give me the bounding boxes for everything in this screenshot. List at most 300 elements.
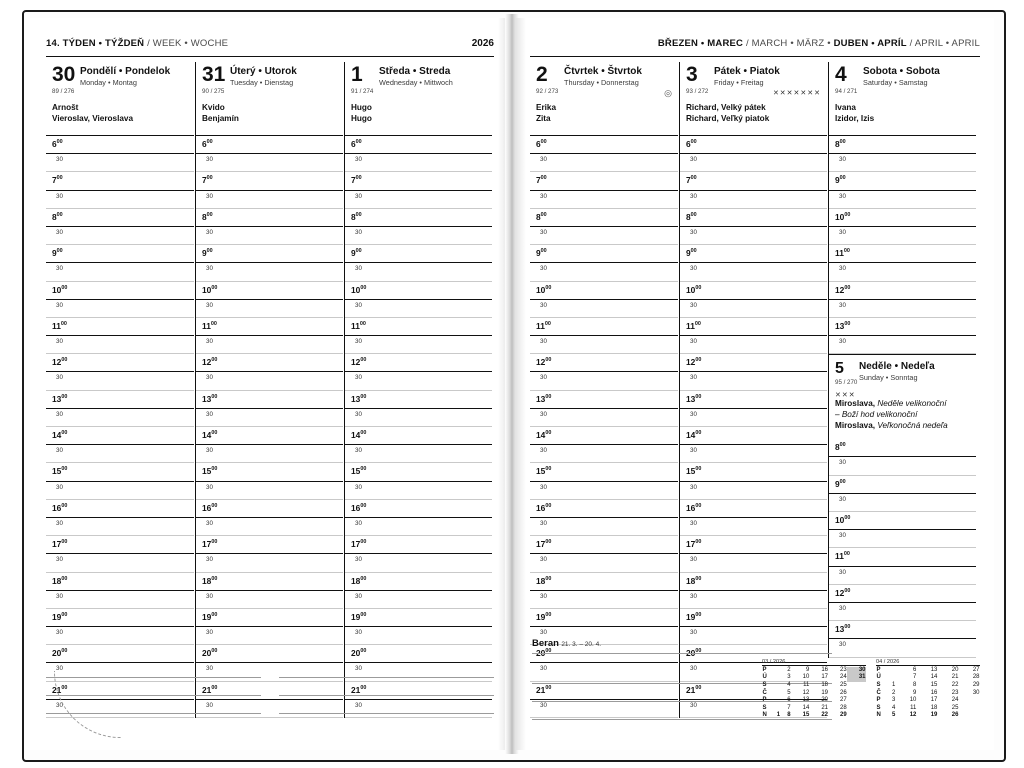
day-column-wednesday[interactable] [344, 62, 492, 718]
half-hour-row[interactable] [345, 263, 492, 281]
half-hour-row[interactable] [345, 482, 492, 500]
hour-row[interactable] [829, 476, 976, 494]
mini-calendar-day[interactable]: 10 [909, 697, 917, 704]
mini-calendar-day[interactable]: 28 [840, 704, 847, 711]
hour-row[interactable] [196, 245, 343, 263]
mini-calendar-day[interactable]: 11 [910, 704, 917, 711]
day-column-thursday[interactable] [530, 62, 678, 718]
half-hour-row[interactable] [196, 336, 343, 354]
hour-row[interactable] [680, 391, 827, 409]
half-hour-row[interactable] [46, 591, 194, 609]
hour-row[interactable] [530, 463, 678, 481]
nameday-list [686, 102, 821, 124]
nameday-sk: Zita [536, 114, 551, 123]
hour-row[interactable] [46, 536, 194, 554]
hour-row[interactable] [530, 391, 678, 409]
hour-row[interactable] [829, 318, 976, 336]
half-hour-row[interactable] [530, 191, 678, 209]
note-line[interactable] [279, 660, 494, 678]
mini-calendar-day[interactable] [847, 712, 866, 720]
mini-calendar-day[interactable]: 27 [972, 666, 980, 673]
hour-row[interactable] [829, 282, 976, 300]
mini-calendar-day[interactable] [847, 697, 866, 705]
half-hour-label: 30 [540, 447, 547, 455]
half-hour-row[interactable] [345, 554, 492, 572]
half-hour-label: 30 [355, 301, 362, 309]
hour-grid-thursday[interactable] [530, 136, 678, 718]
half-hour-row[interactable] [680, 372, 827, 390]
hour-row[interactable] [829, 439, 976, 457]
hour-row[interactable] [680, 209, 827, 227]
half-hour-row[interactable] [680, 482, 827, 500]
half-hour-row[interactable] [680, 445, 827, 463]
mini-calendar-day[interactable] [770, 682, 781, 690]
mini-calendar-day[interactable]: 13 [930, 666, 938, 673]
hour-row[interactable] [345, 609, 492, 627]
hour-row[interactable] [829, 585, 976, 603]
half-hour-row[interactable] [196, 482, 343, 500]
mini-calendars [762, 659, 980, 720]
hour-row[interactable] [46, 463, 194, 481]
hour-row[interactable] [530, 427, 678, 445]
half-hour-row[interactable] [196, 554, 343, 572]
hour-row[interactable] [829, 209, 976, 227]
half-hour-row[interactable] [46, 372, 194, 390]
hour-row[interactable] [196, 209, 343, 227]
half-hour-row[interactable] [46, 336, 194, 354]
hour-row[interactable] [46, 573, 194, 591]
hour-row[interactable] [46, 500, 194, 518]
half-hour-label: 30 [839, 338, 846, 346]
mini-calendar-day[interactable] [884, 667, 896, 675]
hour-row[interactable] [46, 318, 194, 336]
hour-row[interactable] [530, 354, 678, 372]
hour-row[interactable] [680, 318, 827, 336]
hour-row[interactable] [345, 282, 492, 300]
half-hour-row[interactable] [196, 191, 343, 209]
hour-row[interactable] [680, 463, 827, 481]
half-hour-row[interactable] [196, 627, 343, 645]
mini-calendar-day[interactable]: 7 [787, 704, 791, 711]
half-hour-row[interactable] [196, 518, 343, 536]
hour-row[interactable] [345, 536, 492, 554]
half-hour-row[interactable] [46, 482, 194, 500]
hour-row[interactable] [680, 172, 827, 190]
half-hour-row[interactable] [196, 409, 343, 427]
mini-calendar-day[interactable] [959, 705, 980, 713]
hour-label: $19^{00}$ [536, 611, 552, 622]
half-hour-label: 30 [540, 665, 547, 673]
half-hour-row[interactable] [345, 445, 492, 463]
hour-row[interactable] [680, 427, 827, 445]
half-hour-row[interactable] [530, 482, 678, 500]
mini-calendar-day[interactable]: 29 [840, 712, 847, 719]
half-hour-row[interactable] [829, 530, 976, 548]
hour-row[interactable] [196, 391, 343, 409]
mini-calendar-day[interactable]: 2 [787, 666, 791, 673]
half-hour-row[interactable] [345, 154, 492, 172]
hour-label: $12^{00}$ [351, 357, 367, 368]
half-hour-label: 30 [206, 410, 213, 418]
hour-row[interactable] [530, 209, 678, 227]
mini-calendar-day[interactable]: 8 [787, 712, 791, 719]
hour-row[interactable] [345, 245, 492, 263]
half-hour-row[interactable] [530, 372, 678, 390]
day-header-friday [680, 62, 827, 136]
mini-calendar-day[interactable] [770, 667, 781, 675]
hour-row[interactable] [530, 536, 678, 554]
day-column-monday[interactable] [46, 62, 194, 718]
half-hour-row[interactable] [829, 263, 976, 281]
mini-calendar-day[interactable] [847, 682, 866, 690]
notes-column-2[interactable] [279, 660, 494, 714]
hour-row[interactable] [829, 621, 976, 639]
hour-row[interactable] [345, 463, 492, 481]
hour-row[interactable] [530, 136, 678, 154]
hour-row[interactable] [46, 245, 194, 263]
half-hour-row[interactable] [345, 336, 492, 354]
mini-calendar-day[interactable] [770, 705, 781, 713]
hour-row[interactable] [530, 282, 678, 300]
hour-row[interactable] [829, 245, 976, 263]
half-hour-row[interactable] [829, 494, 976, 512]
mini-calendar-day[interactable]: 18 [821, 682, 829, 689]
hour-row[interactable] [345, 318, 492, 336]
hour-row[interactable] [530, 609, 678, 627]
hour-row[interactable] [196, 318, 343, 336]
hour-row[interactable] [530, 318, 678, 336]
half-hour-row[interactable] [196, 227, 343, 245]
mini-calendar-day[interactable] [847, 690, 866, 698]
mini-calendar-day[interactable]: 20 [821, 697, 829, 704]
hour-row[interactable] [196, 463, 343, 481]
half-hour-row[interactable] [196, 300, 343, 318]
hour-row[interactable] [196, 573, 343, 591]
half-hour-row[interactable] [680, 191, 827, 209]
hour-grid-friday[interactable] [680, 136, 827, 718]
mini-calendar-dow: P [762, 697, 767, 704]
half-hour-row[interactable] [680, 554, 827, 572]
half-hour-row[interactable] [345, 409, 492, 427]
hour-label: $14^{00}$ [202, 429, 218, 440]
mini-calendar-day[interactable]: 30 [847, 667, 866, 675]
hour-grid-saturday[interactable] [829, 136, 976, 354]
half-hour-row[interactable] [46, 263, 194, 281]
half-hour-row[interactable] [829, 639, 976, 657]
hour-row[interactable] [196, 427, 343, 445]
hour-row[interactable] [196, 500, 343, 518]
mini-calendar-day[interactable]: 26 [840, 689, 847, 696]
half-hour-row[interactable] [829, 300, 976, 318]
mini-calendar-day[interactable]: 17 [930, 697, 938, 704]
mini-calendar-day[interactable]: 9 [805, 666, 810, 673]
hour-grid-sunday[interactable] [829, 439, 976, 657]
half-hour-row[interactable] [680, 263, 827, 281]
half-hour-row[interactable] [680, 591, 827, 609]
hour-row[interactable] [46, 282, 194, 300]
hour-row[interactable] [345, 500, 492, 518]
half-hour-row[interactable] [680, 518, 827, 536]
half-hour-row[interactable] [680, 409, 827, 427]
half-hour-row[interactable] [345, 627, 492, 645]
hour-label: $13^{00}$ [202, 393, 218, 404]
half-hour-label: 30 [206, 228, 213, 236]
mini-calendar-day[interactable]: 5 [787, 689, 791, 696]
half-hour-row[interactable] [345, 191, 492, 209]
mini-calendar-day[interactable] [770, 674, 781, 682]
mini-calendar-day[interactable]: 24 [951, 697, 959, 704]
half-hour-label: 30 [56, 447, 63, 455]
half-hour-row[interactable] [196, 154, 343, 172]
hour-row[interactable] [46, 391, 194, 409]
mini-calendar-day[interactable]: 15 [802, 712, 810, 719]
mini-calendar-day[interactable]: 4 [892, 704, 896, 711]
hour-row[interactable] [196, 282, 343, 300]
half-hour-row[interactable] [46, 445, 194, 463]
half-hour-row[interactable] [530, 336, 678, 354]
mini-calendar-day[interactable]: 9 [913, 689, 917, 696]
hour-row[interactable] [196, 354, 343, 372]
mini-calendar-day[interactable]: 25 [951, 704, 959, 711]
half-hour-label: 30 [540, 629, 547, 637]
mini-calendar-day[interactable]: 14 [802, 704, 810, 711]
hour-row[interactable] [829, 548, 976, 566]
mini-calendar-day[interactable]: 1 [892, 682, 896, 689]
hour-row[interactable] [829, 136, 976, 154]
half-hour-label: 30 [540, 192, 547, 200]
half-hour-row[interactable] [46, 409, 194, 427]
half-hour-row[interactable] [46, 518, 194, 536]
half-hour-row[interactable] [829, 457, 976, 475]
half-hour-row[interactable] [530, 554, 678, 572]
mini-calendar-day[interactable]: 21 [951, 674, 959, 681]
half-hour-row[interactable] [345, 372, 492, 390]
half-hour-row[interactable] [46, 154, 194, 172]
mini-calendar-day[interactable]: 15 [930, 682, 938, 689]
mini-calendar-day[interactable] [959, 712, 980, 720]
mini-calendar-day[interactable]: 28 [972, 674, 980, 681]
mini-calendar-day[interactable]: 1 [776, 712, 781, 719]
half-hour-label: 30 [56, 592, 63, 600]
day-name-en: Wednesday • Mittwoch [379, 78, 453, 87]
mini-calendar-day[interactable] [847, 705, 866, 713]
hour-row[interactable] [829, 512, 976, 530]
mini-calendar-day[interactable] [884, 674, 896, 682]
hour-row[interactable] [345, 136, 492, 154]
mini-calendar-row [762, 712, 866, 720]
half-hour-label: 30 [56, 519, 63, 527]
half-hour-row[interactable] [196, 591, 343, 609]
half-hour-row[interactable] [345, 227, 492, 245]
day-column-tuesday[interactable] [195, 62, 343, 718]
day-name-block [80, 66, 188, 87]
mini-calendar-day[interactable]: 27 [840, 697, 847, 704]
hour-row[interactable] [196, 136, 343, 154]
hour-row[interactable] [530, 245, 678, 263]
mini-calendar-day[interactable]: 30 [972, 689, 980, 696]
half-hour-row[interactable] [680, 227, 827, 245]
mini-calendar-day[interactable]: 24 [840, 674, 847, 681]
hour-row[interactable] [680, 500, 827, 518]
day-number: 4 [835, 63, 847, 86]
half-hour-row[interactable] [680, 300, 827, 318]
hour-label: $14^{00}$ [52, 429, 68, 440]
note-line[interactable] [279, 678, 494, 696]
hour-row[interactable] [680, 354, 827, 372]
half-hour-row[interactable] [829, 191, 976, 209]
mini-calendar-day[interactable]: 25 [840, 682, 847, 689]
mini-calendar-day[interactable]: 19 [821, 689, 829, 696]
half-hour-row[interactable] [345, 300, 492, 318]
day-column-friday[interactable] [679, 62, 827, 718]
mini-calendar-day[interactable]: 21 [821, 704, 829, 711]
hour-row[interactable] [196, 536, 343, 554]
day-number: 3 [686, 63, 698, 86]
hour-row[interactable] [46, 172, 194, 190]
mini-calendar-day[interactable]: 20 [951, 666, 959, 673]
mini-calendar-day[interactable]: 6 [913, 666, 917, 673]
mini-calendar-day[interactable]: 16 [930, 689, 938, 696]
hour-row[interactable] [345, 354, 492, 372]
mini-calendar-day[interactable]: 12 [909, 712, 917, 719]
hour-row[interactable] [345, 209, 492, 227]
note-line[interactable] [279, 696, 494, 714]
mini-calendar-day[interactable]: 29 [972, 682, 980, 689]
half-hour-label: 30 [355, 665, 362, 673]
mini-calendar-day[interactable]: 12 [802, 689, 810, 696]
mini-calendar-day[interactable] [770, 690, 781, 698]
hour-row[interactable] [680, 573, 827, 591]
mini-calendar-day[interactable]: 23 [840, 666, 847, 673]
mini-calendar-day[interactable]: 22 [821, 712, 829, 719]
mini-calendar-day[interactable]: 6 [787, 697, 791, 704]
half-hour-row[interactable] [530, 518, 678, 536]
nameday-cs: Kvido [202, 103, 225, 112]
mini-calendar-day[interactable] [959, 697, 980, 705]
hour-row[interactable] [530, 500, 678, 518]
mini-calendar-day[interactable]: 13 [802, 697, 810, 704]
day-name-cs: Úterý • Utorok [230, 66, 297, 77]
hour-row[interactable] [680, 282, 827, 300]
mini-calendar-day[interactable]: 17 [821, 674, 829, 681]
hour-row[interactable] [345, 391, 492, 409]
hour-row[interactable] [46, 427, 194, 445]
hour-row[interactable] [530, 172, 678, 190]
half-hour-row[interactable] [829, 567, 976, 585]
hour-grid-tuesday[interactable] [196, 136, 343, 718]
mini-calendar-day[interactable]: 8 [913, 682, 917, 689]
half-hour-row[interactable] [530, 409, 678, 427]
mini-calendar-day[interactable]: 10 [802, 674, 810, 681]
half-hour-label: 30 [839, 156, 846, 164]
half-hour-row[interactable] [46, 227, 194, 245]
half-hour-row[interactable] [829, 227, 976, 245]
mini-calendar-day[interactable]: 2 [892, 689, 896, 696]
hour-row[interactable] [345, 172, 492, 190]
mini-calendar-dow: N [762, 712, 767, 719]
hour-row[interactable] [46, 609, 194, 627]
hour-row[interactable] [345, 427, 492, 445]
hour-row[interactable] [345, 573, 492, 591]
half-hour-row[interactable] [829, 154, 976, 172]
half-hour-row[interactable] [829, 603, 976, 621]
hour-row[interactable] [530, 573, 678, 591]
half-hour-row[interactable] [196, 263, 343, 281]
half-hour-label: 30 [690, 265, 697, 273]
half-hour-label: 30 [690, 338, 697, 346]
mini-calendar-day[interactable]: 19 [930, 712, 938, 719]
hour-grid-wednesday[interactable] [345, 136, 492, 718]
mini-calendar-day[interactable]: 26 [951, 712, 959, 719]
mini-calendar-day[interactable]: 4 [787, 682, 791, 689]
mini-calendar-day[interactable]: 16 [821, 666, 829, 673]
mini-calendar-day[interactable]: 18 [930, 704, 938, 711]
mini-calendar-day[interactable]: 11 [803, 682, 810, 689]
hour-label: $9^{00}$ [52, 247, 63, 258]
half-hour-row[interactable] [530, 445, 678, 463]
hour-row[interactable] [196, 172, 343, 190]
half-hour-row[interactable] [530, 263, 678, 281]
mini-calendar-day[interactable]: 23 [951, 689, 959, 696]
half-hour-row[interactable] [345, 518, 492, 536]
half-hour-row[interactable] [829, 336, 976, 354]
hour-row[interactable] [680, 536, 827, 554]
day-column-weekend[interactable] [828, 62, 976, 658]
hour-row[interactable] [680, 609, 827, 627]
mini-calendar-day[interactable] [770, 697, 781, 705]
hour-label: $6^{00}$ [351, 138, 362, 149]
mini-calendar-day[interactable]: 3 [787, 674, 791, 681]
half-hour-row[interactable] [46, 554, 194, 572]
hour-row[interactable] [829, 172, 976, 190]
hour-row[interactable] [680, 245, 827, 263]
half-hour-row[interactable] [345, 591, 492, 609]
half-hour-label: 30 [206, 192, 213, 200]
hour-label: $15^{00}$ [536, 466, 552, 477]
half-hour-row[interactable] [530, 300, 678, 318]
hour-row[interactable] [46, 354, 194, 372]
half-hour-row[interactable] [530, 227, 678, 245]
hour-row[interactable] [196, 609, 343, 627]
mini-calendar-day[interactable]: 14 [930, 674, 938, 681]
mini-calendar-day[interactable]: 3 [892, 697, 896, 704]
half-hour-label: 30 [355, 192, 362, 200]
half-hour-label: 30 [56, 665, 63, 673]
half-hour-row[interactable] [680, 336, 827, 354]
half-hour-row[interactable] [680, 154, 827, 172]
half-hour-label: 30 [206, 701, 213, 709]
half-hour-row[interactable] [196, 372, 343, 390]
hour-label: $8^{00}$ [202, 211, 213, 222]
half-hour-label: 30 [839, 568, 846, 576]
mini-calendar-day[interactable]: 5 [892, 712, 896, 719]
half-hour-row[interactable] [530, 154, 678, 172]
half-hour-row[interactable] [196, 445, 343, 463]
half-hour-row[interactable] [46, 191, 194, 209]
hour-row[interactable] [46, 209, 194, 227]
mini-calendar-day[interactable]: 22 [951, 682, 959, 689]
mini-calendar-day[interactable]: 31 [847, 674, 866, 682]
half-hour-row[interactable] [46, 627, 194, 645]
hour-grid-monday[interactable] [46, 136, 194, 718]
mini-calendar-day[interactable]: 7 [913, 674, 917, 681]
hour-label: $8^{00}$ [536, 211, 547, 222]
half-hour-row[interactable] [530, 591, 678, 609]
mini-calendar-row [876, 674, 980, 682]
half-hour-row[interactable] [46, 300, 194, 318]
hour-row[interactable] [46, 136, 194, 154]
hour-row[interactable] [680, 136, 827, 154]
